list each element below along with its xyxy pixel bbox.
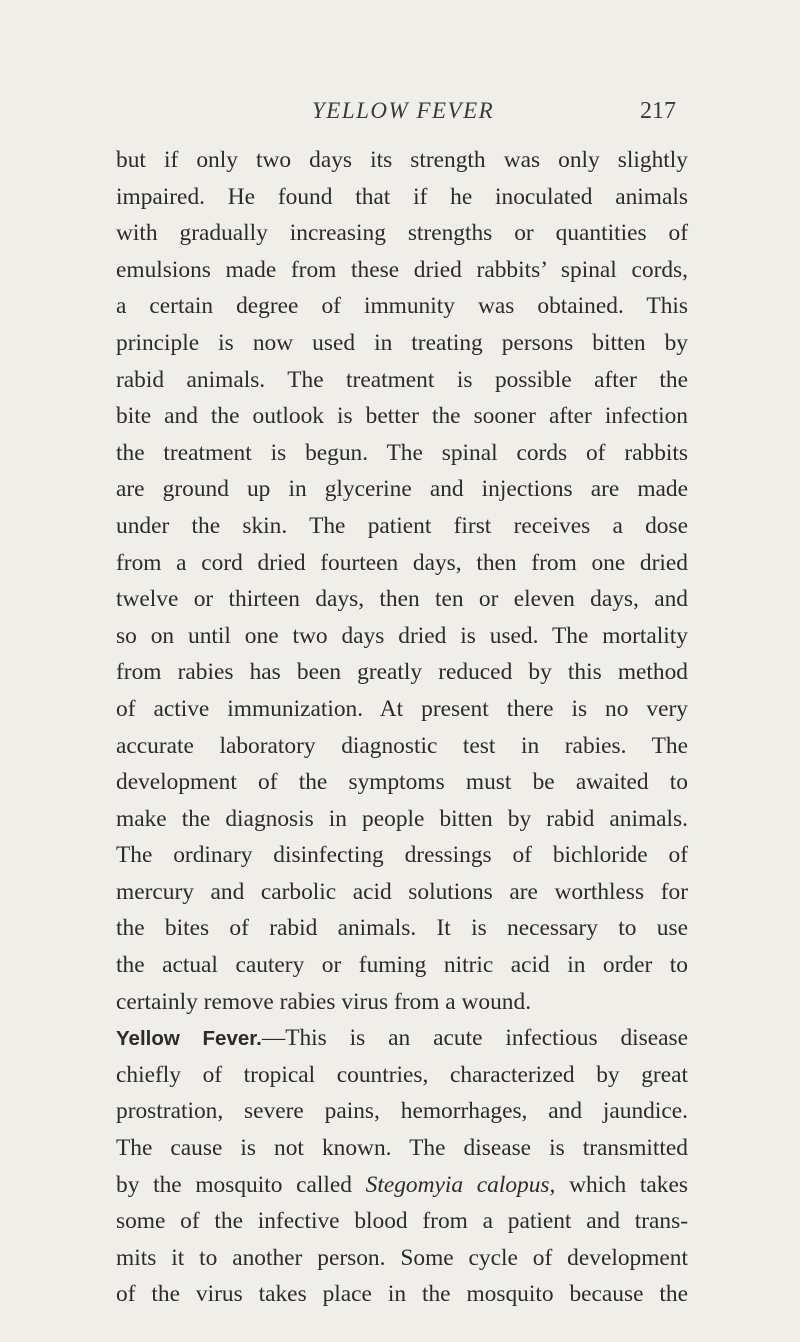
- text-fragment: by the mosquito called: [116, 1171, 366, 1198]
- text-line: the bites of rabid animals. It is necessary to use: [116, 915, 688, 942]
- text-line: so on until one two days dried is used. The mortality: [116, 622, 688, 649]
- text-line: impaired. He found that if he inoculated animals: [116, 183, 688, 210]
- text-line: The ordinary disinfecting dressings of bichloride of: [116, 842, 688, 869]
- text-line: of the virus takes place in the mosquito because the: [116, 1281, 688, 1308]
- text-line: but if only two days its strength was only slightly: [116, 147, 688, 173]
- text-line: principle is now used in treating persons bitten by: [116, 329, 688, 356]
- text-line: with gradually increasing strengths or quantities of: [116, 220, 688, 247]
- running-title: YELLOW FEVER: [312, 98, 495, 123]
- section-heading-yellow-fever: Yellow Fever.: [116, 1027, 262, 1051]
- text-line: bite and the outlook is better the sooner after infection: [116, 403, 688, 430]
- text-line: under the skin. The patient first receives a dose: [116, 512, 688, 539]
- text-line: emulsions made from these dried rabbits’ spinal cords,: [116, 256, 688, 283]
- body-text: [116, 142, 688, 1313]
- text-line: some of the infective blood from a patient and trans-: [116, 1208, 688, 1235]
- text-line: make the diagnosis in people bitten by rabid animals.: [116, 805, 688, 832]
- section-start-text: —This is an acute infectious disease: [261, 1025, 689, 1052]
- text-line: the treatment is begun. The spinal cords of rabbits: [116, 439, 688, 466]
- text-line: are ground up in glycerine and injections are made: [116, 476, 688, 503]
- text-line: from a cord dried fourteen days, then from one dried: [116, 549, 688, 576]
- paragraph-end-line: certainly remove rabies virus from a wound.: [116, 988, 532, 1015]
- text-line: The cause is not known. The disease is transmitted: [116, 1135, 688, 1162]
- page-number: 217: [640, 98, 676, 124]
- text-line: mits it to another person. Some cycle of development: [116, 1244, 688, 1271]
- text-line-with-species: [116, 1167, 688, 1204]
- text-line: a certain degree of immunity was obtained. This: [116, 293, 688, 320]
- text-line: mercury and carbolic acid solutions are worthless for: [116, 878, 688, 905]
- running-head: [116, 98, 676, 132]
- text-fragment: , which takes: [549, 1171, 688, 1198]
- section-start-line: [116, 1020, 688, 1057]
- text-line: accurate laboratory diagnostic test in rabies. The: [116, 732, 688, 759]
- text-line: rabid animals. The treatment is possible after the: [116, 366, 688, 393]
- text-line: development of the symptoms must be awaited to: [116, 769, 688, 796]
- text-line: of active immunization. At present there is no very: [116, 695, 688, 722]
- species-name: Stegomyia calopus: [365, 1171, 550, 1198]
- text-line: chiefly of tropical countries, characterized by great: [116, 1061, 688, 1088]
- text-line: the actual cautery or fuming nitric acid in order to: [116, 952, 688, 979]
- text-line: from rabies has been greatly reduced by this method: [116, 659, 688, 686]
- text-line: twelve or thirteen days, then ten or eleven days, and: [116, 586, 688, 613]
- text-line: prostration, severe pains, hemorrhages, and jaundice.: [116, 1098, 688, 1125]
